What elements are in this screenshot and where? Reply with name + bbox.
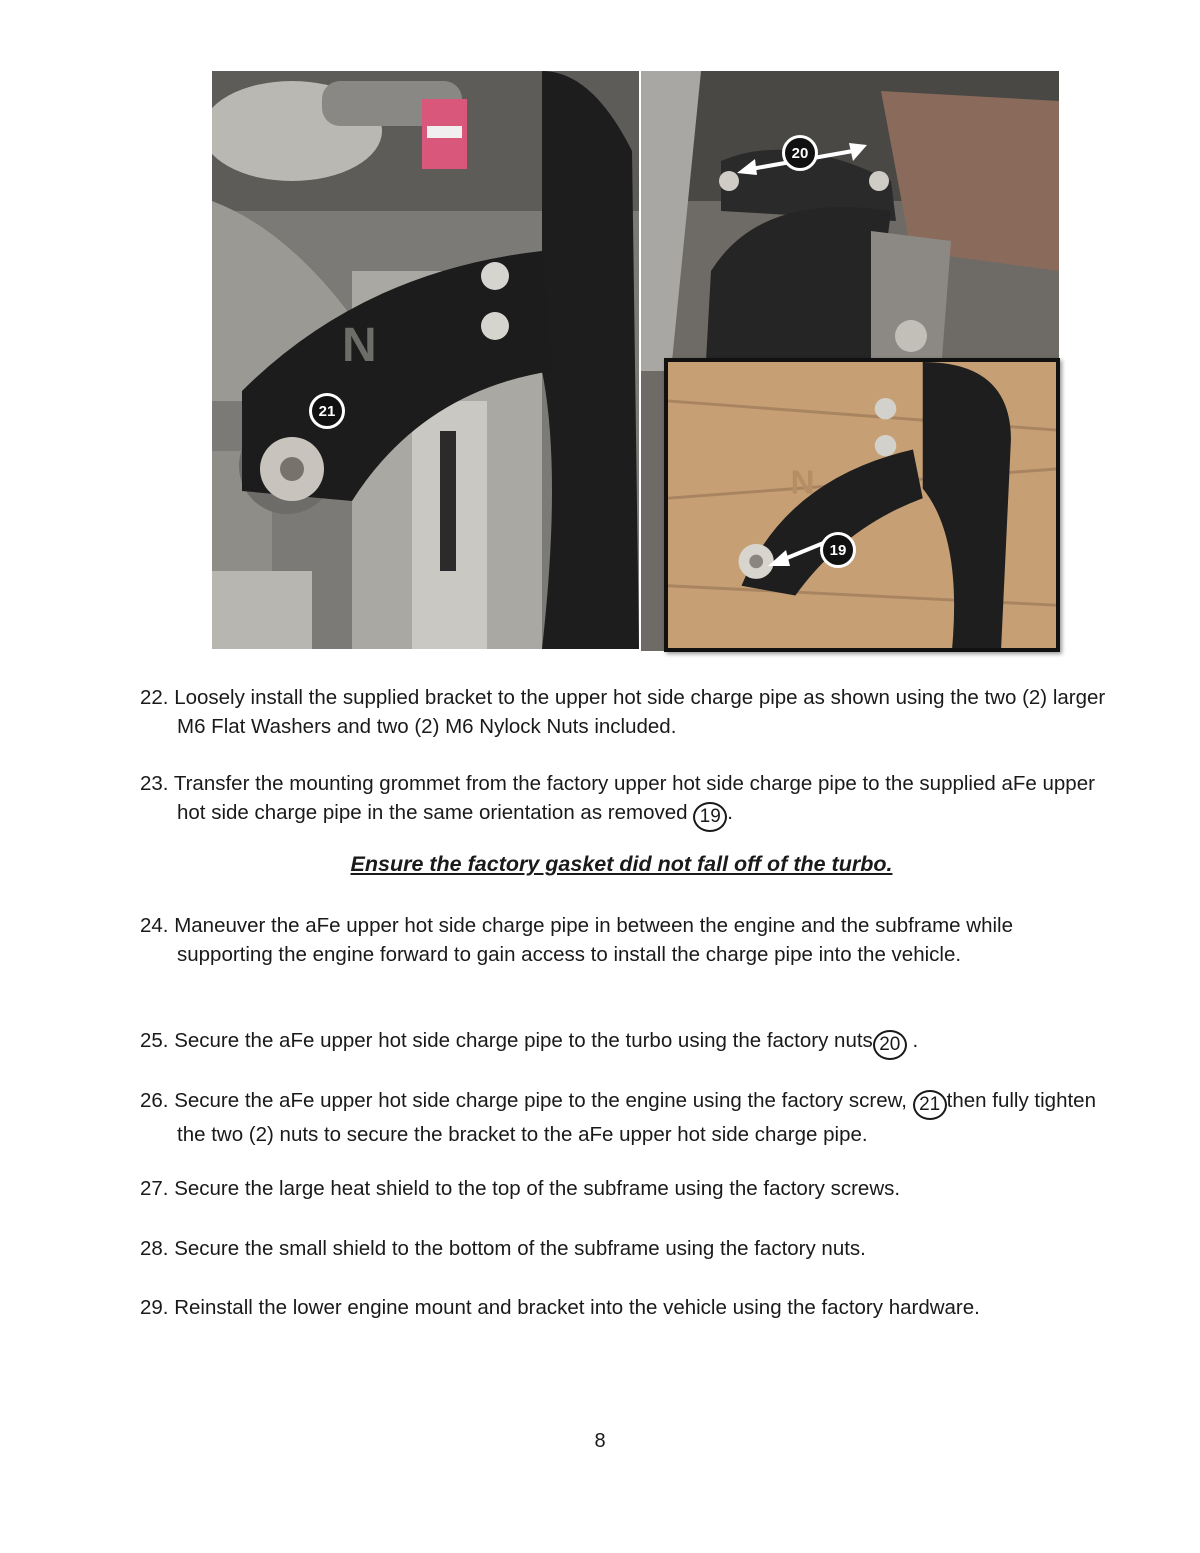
step-text: Loosely install the supplied bracket to the upper hot side charge pipe as shown using the two (2) larger M6 Flat Washers and two (2) M6 Nylock Nuts included.: [174, 686, 1106, 738]
svg-text:N: N: [790, 464, 815, 502]
step-number: 29.: [140, 1296, 169, 1319]
step-29: [140, 1293, 1107, 1322]
callout-ref-20: 20: [873, 1030, 907, 1060]
step-22: [140, 683, 1107, 741]
step-number: 24.: [140, 914, 169, 937]
step-text: Reinstall the lower engine mount and bracket into the vehicle using the factory hardware.: [174, 1296, 980, 1319]
step-number: 27.: [140, 1177, 169, 1200]
svg-text:N: N: [342, 319, 377, 372]
step-text: Secure the large heat shield to the top of the subframe using the factory screws.: [174, 1177, 901, 1200]
page-number: 8: [594, 1430, 606, 1452]
callout-ref-19: 19: [693, 802, 727, 832]
callout-21: 21: [309, 393, 345, 429]
step-number: 26.: [140, 1089, 169, 1112]
callout-19: 19: [820, 532, 856, 568]
warning-note: Ensure the factory gasket did not fall off of the turbo.: [350, 852, 893, 876]
photo-inset-grommet: [664, 358, 1060, 652]
step-text: Maneuver the aFe upper hot side charge pipe in between the engine and the subframe while supporting the engine forward to gain access to install the charge pipe into the vehicle.: [174, 914, 1013, 966]
photo-bracket-engine: [212, 71, 639, 649]
step-25: [140, 1026, 1107, 1060]
step-number: 25.: [140, 1029, 169, 1052]
step-27: [140, 1174, 1107, 1203]
callout-ref-21: 21: [913, 1090, 947, 1120]
step-24: [140, 911, 1107, 969]
step-tail: .: [912, 1029, 919, 1052]
step-text: Transfer the mounting grommet from the factory upper hot side charge pipe to the supplied aFe upper hot side charge pipe in the same orientation as removed: [173, 772, 1095, 824]
step-number: 23.: [140, 772, 169, 795]
step-number: 28.: [140, 1237, 169, 1260]
step-number: 22.: [140, 686, 169, 709]
step-text: Secure the aFe upper hot side charge pipe to the turbo using the factory nuts: [174, 1029, 873, 1052]
step-28: [140, 1234, 1107, 1263]
arrow-left-icon: [768, 534, 828, 570]
step-23: [140, 769, 1107, 832]
step-tail: .: [727, 801, 733, 824]
step-tail: then fully tighten the two (2) nuts to secure the bracket to the aFe upper hot side charge pipe.: [177, 1089, 1096, 1146]
callout-20: 20: [782, 135, 818, 171]
step-text: Secure the small shield to the bottom of the subframe using the factory nuts.: [174, 1237, 866, 1260]
step-text: Secure the aFe upper hot side charge pipe to the engine using the factory screw,: [174, 1089, 907, 1112]
step-26: [140, 1086, 1107, 1149]
